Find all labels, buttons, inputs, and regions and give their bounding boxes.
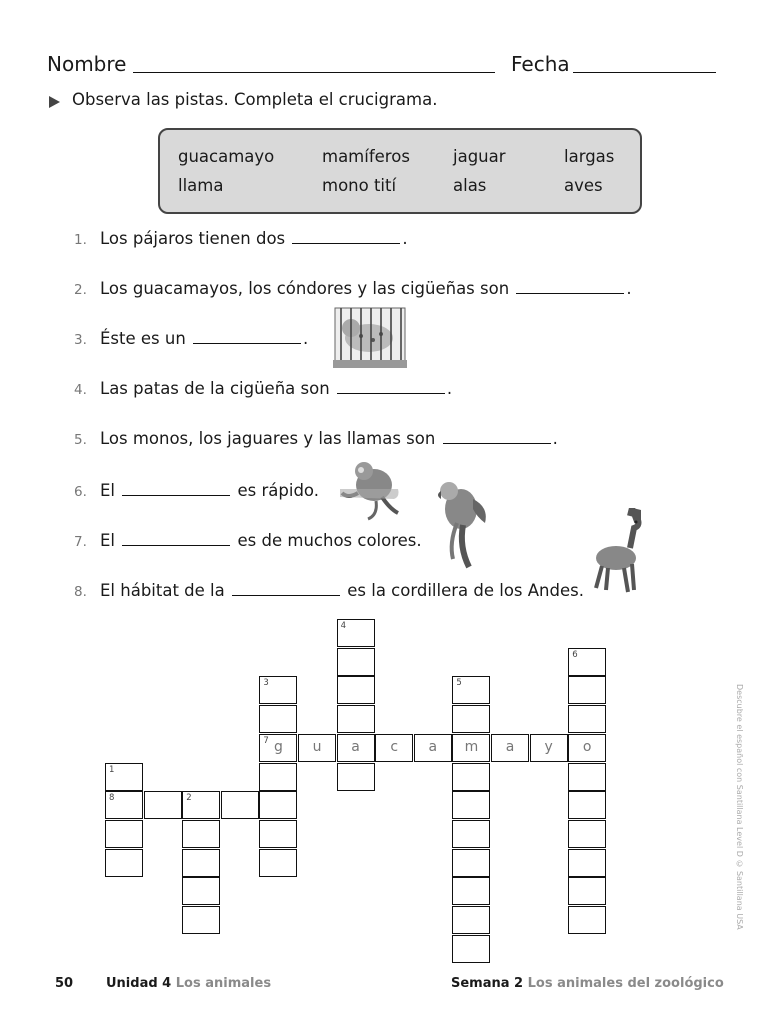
clue-text-end: es rápido. <box>237 481 319 500</box>
word-bank-item: largas <box>564 147 615 166</box>
answer-blank[interactable] <box>122 532 230 546</box>
monkey-illustration <box>338 457 406 521</box>
clue-number-label: 3 <box>263 678 269 689</box>
crossword-cell[interactable] <box>182 791 220 819</box>
macaw-illustration <box>433 477 493 569</box>
clue-8 <box>74 581 584 600</box>
crossword-cell[interactable] <box>452 734 490 762</box>
name-line[interactable] <box>133 72 495 73</box>
clue-text: El hábitat de la <box>100 581 225 600</box>
filled-letter: c <box>390 738 399 755</box>
crossword-cell[interactable] <box>337 705 375 733</box>
clue-text: Las patas de la cigüeña son <box>100 379 330 398</box>
answer-blank[interactable] <box>516 280 624 294</box>
date-label: Fecha <box>511 52 570 76</box>
crossword-cell[interactable] <box>452 763 490 791</box>
clue-text-end: . <box>303 329 309 348</box>
word-bank-item: guacamayo <box>178 147 275 166</box>
week-title: Los animales del zoológico <box>527 976 724 991</box>
bullet-triangle-icon <box>49 96 60 108</box>
week-label <box>451 976 724 991</box>
instruction: Observa las pistas. Completa el crucigrama. <box>72 90 438 109</box>
clue-number-label: 2 <box>186 793 192 804</box>
clue-number: 6. <box>74 484 87 500</box>
crossword-cell[interactable] <box>105 849 143 877</box>
clue-text-end: es la cordillera de los Andes. <box>347 581 584 600</box>
filled-letter: a <box>351 738 360 755</box>
crossword-cell[interactable] <box>452 705 490 733</box>
crossword-cell[interactable] <box>568 906 606 934</box>
word-bank-item: alas <box>453 176 487 195</box>
clue-number: 1. <box>74 232 87 248</box>
clue-text: Éste es un <box>100 329 186 348</box>
crossword-cell[interactable] <box>375 734 413 762</box>
clue-text: El <box>100 481 116 500</box>
clue-number: 7. <box>74 534 87 550</box>
crossword-cell[interactable] <box>568 877 606 905</box>
clue-number-label: 8 <box>109 793 115 804</box>
crossword-cell[interactable] <box>452 791 490 819</box>
crossword-cell[interactable] <box>144 791 182 819</box>
crossword-cell[interactable] <box>259 705 297 733</box>
crossword-cell[interactable] <box>568 849 606 877</box>
clue-number-label: 6 <box>572 649 578 660</box>
clue-text-end: . <box>626 279 632 298</box>
clue-text-end: es de muchos colores. <box>237 531 422 550</box>
crossword-cell[interactable] <box>530 734 568 762</box>
filled-letter: a <box>428 738 438 755</box>
filled-letter: u <box>312 738 322 755</box>
crossword-cell[interactable] <box>182 849 220 877</box>
jaguar-in-cage-illustration <box>331 304 409 370</box>
clue-7 <box>74 531 422 550</box>
crossword-cell[interactable] <box>414 734 452 762</box>
crossword-cell[interactable] <box>105 820 143 848</box>
crossword-cell[interactable] <box>298 734 336 762</box>
filled-letter: y <box>544 738 553 755</box>
crossword-cell[interactable] <box>452 877 490 905</box>
answer-blank[interactable] <box>193 330 301 344</box>
crossword-cell[interactable] <box>568 820 606 848</box>
clue-text-end: . <box>446 379 453 398</box>
crossword-cell[interactable] <box>568 705 606 733</box>
unit-title: Los animales <box>175 976 272 991</box>
answer-blank[interactable] <box>337 380 445 394</box>
word-bank-item: llama <box>178 176 224 195</box>
clue-2 <box>74 279 632 298</box>
crossword-cell[interactable] <box>568 734 606 762</box>
clue-number-label: 5 <box>456 678 462 689</box>
unit-label <box>106 976 271 991</box>
copyright-side-text: Descubre el español con Santillana Level D © Santillana USA <box>735 684 744 930</box>
crossword-cell[interactable] <box>337 648 375 676</box>
clue-number: 4. <box>74 382 87 398</box>
crossword-cell[interactable] <box>337 734 375 762</box>
clue-number-label: 7 <box>263 735 269 746</box>
crossword-cell[interactable] <box>452 849 490 877</box>
clue-3 <box>74 329 308 348</box>
word-bank-item: aves <box>564 176 603 195</box>
crossword-cell[interactable] <box>182 820 220 848</box>
crossword-cell[interactable] <box>568 763 606 791</box>
clue-number: 5. <box>74 432 87 448</box>
date-line[interactable] <box>573 72 716 73</box>
clue-6 <box>74 481 319 500</box>
clue-1 <box>74 229 408 248</box>
clue-text: Los guacamayos, los cóndores y las cigüeñas son <box>100 279 510 298</box>
word-bank-item: mono tití <box>322 176 397 195</box>
crossword-cell[interactable] <box>337 763 375 791</box>
answer-blank[interactable] <box>292 230 400 244</box>
filled-letter: a <box>505 738 515 755</box>
clue-text: Los monos, los jaguares y las llamas son <box>100 429 436 448</box>
crossword-cell[interactable] <box>259 734 297 762</box>
crossword-cell[interactable] <box>259 849 297 877</box>
crossword-cell[interactable] <box>337 619 375 647</box>
clue-text-end: . <box>552 429 558 448</box>
crossword-cell[interactable] <box>182 906 220 934</box>
clue-4 <box>74 379 452 398</box>
crossword-cell[interactable] <box>182 877 220 905</box>
word-bank-item: jaguar <box>453 147 506 166</box>
unit-number: Unidad 4 <box>106 976 172 991</box>
crossword-cell[interactable] <box>105 791 143 819</box>
clue-text: Los pájaros tienen dos <box>100 229 286 248</box>
clue-number: 3. <box>74 332 87 348</box>
clue-text-end: . <box>402 229 408 248</box>
clue-number: 2. <box>74 282 87 298</box>
crossword-cell[interactable] <box>259 763 297 791</box>
word-bank-item: mamíferos <box>322 147 410 166</box>
crossword-cell[interactable] <box>452 935 490 963</box>
answer-blank[interactable] <box>232 582 340 596</box>
crossword-cell[interactable] <box>452 676 490 704</box>
llama-illustration <box>592 508 644 598</box>
page-number: 50 <box>55 976 74 991</box>
clue-text: El <box>100 531 116 550</box>
filled-letter: m <box>464 738 479 755</box>
crossword-cell[interactable] <box>491 734 529 762</box>
crossword-cell[interactable] <box>105 763 143 791</box>
crossword-cell[interactable] <box>221 791 259 819</box>
filled-letter: g <box>273 738 283 755</box>
clue-number-label: 1 <box>109 764 115 775</box>
answer-blank[interactable] <box>122 482 230 496</box>
answer-blank[interactable] <box>443 430 551 444</box>
week-number: Semana 2 <box>451 976 524 991</box>
name-label: Nombre <box>47 52 127 76</box>
word-bank <box>158 128 642 214</box>
crossword-cell[interactable] <box>259 791 297 819</box>
crossword-cell[interactable] <box>568 791 606 819</box>
crossword-cell[interactable] <box>452 820 490 848</box>
crossword-cell[interactable] <box>568 676 606 704</box>
crossword-cell[interactable] <box>259 676 297 704</box>
crossword-cell[interactable] <box>452 906 490 934</box>
filled-letter: o <box>582 738 592 755</box>
clue-number-label: 4 <box>340 621 347 631</box>
crossword-cell[interactable] <box>568 648 606 676</box>
clue-number: 8. <box>74 584 87 600</box>
crossword-cell[interactable] <box>259 820 297 848</box>
crossword-cell[interactable] <box>337 676 375 704</box>
clue-5 <box>74 429 558 448</box>
